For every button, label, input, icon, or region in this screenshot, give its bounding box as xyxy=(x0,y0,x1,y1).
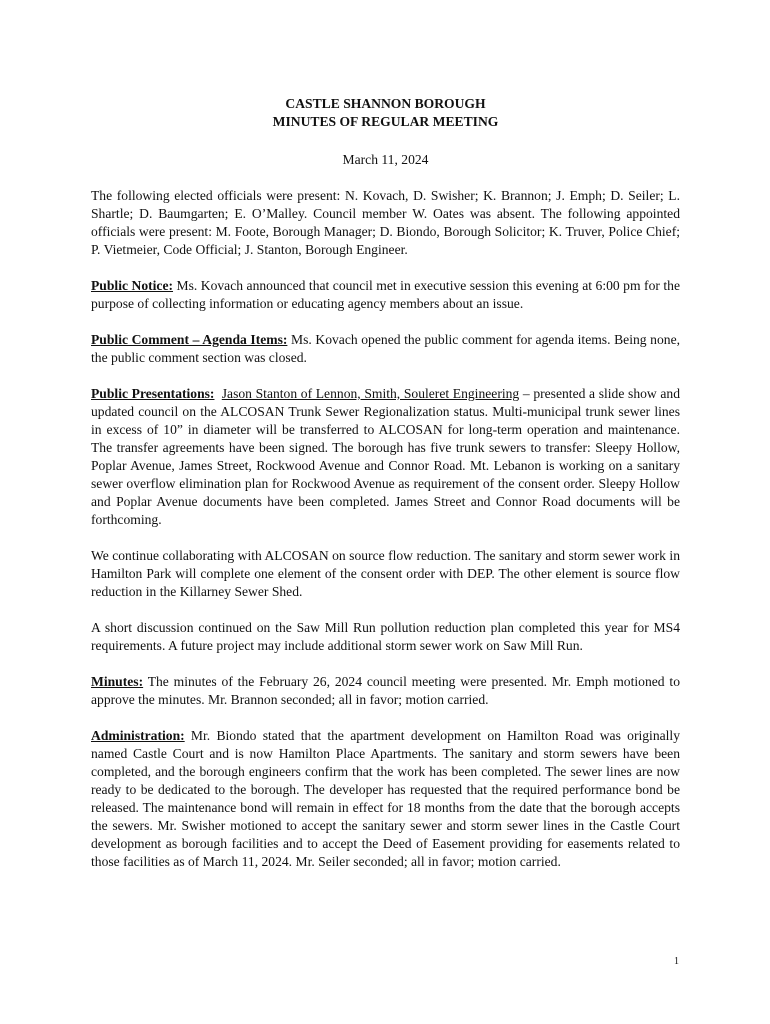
administration-heading: Administration: xyxy=(91,728,185,743)
public-notice-paragraph xyxy=(91,277,680,313)
public-comment-paragraph xyxy=(91,331,680,367)
public-comment-heading: Public Comment – Agenda Items: xyxy=(91,332,288,347)
saw-mill-paragraph: A short discussion continued on the Saw Mill Run pollution reduction plan completed this year for MS4 requirements. A future project may include additional storm sewer work on Saw Mill Run. xyxy=(91,620,680,653)
public-comment-text: Ms. Kovach opened the public comment for agenda items. Being none, the public comment section was closed. xyxy=(91,332,680,365)
meeting-title: MINUTES OF REGULAR MEETING xyxy=(272,114,499,129)
meeting-date: March 11, 2024 xyxy=(342,152,429,167)
public-presentations-heading: Public Presentations: xyxy=(91,386,215,401)
attendance-paragraph: The following elected officials were present: N. Kovach, D. Swisher; K. Brannon; J. Emph; D. Seiler; L. Shartle; D. Baumgarten; E. O’Malley. Council member W. Oates was absent. The following appointed officials were present: M. Foote, Borough Manager; D. Biondo, Borough Solicitor; K. Truver, Police Chief; P. Vietmeier, Code Official; J. Stanton, Borough Engineer. xyxy=(91,188,680,257)
borough-title: CASTLE SHANNON BOROUGH xyxy=(285,96,486,111)
alcosan-paragraph: We continue collaborating with ALCOSAN on source flow reduction. The sanitary and storm sewer work in Hamilton Park will complete one element of the consent order with DEP. The other element is source flow reduction in the Killarney Sewer Shed. xyxy=(91,548,680,599)
document-body xyxy=(91,95,680,871)
public-notice-heading: Public Notice: xyxy=(91,278,174,293)
minutes-text: The minutes of the February 26, 2024 council meeting were presented. Mr. Emph motioned to approve the minutes. Mr. Brannon seconded; all in favor; motion carried. xyxy=(91,674,680,707)
administration-text: Mr. Biondo stated that the apartment development on Hamilton Road was originally named Castle Court and is now Hamilton Place Apartments. The sanitary and storm sewers have been completed, and the borough engineers confirm that the work has been completed. The sewer lines are now ready to be dedicated to the borough. The developer has requested that the required performance bond be released. The maintenance bond will remain in effect for 18 months from the date that the borough accepts the sewers. Mr. Swisher motioned to accept the sanitary sewer and storm sewer lines in the Castle Court development as borough facilities and to accept the Deed of Easement providing for easements related to those facilities as of March 11, 2024. Mr. Seiler seconded; all in favor; motion carried. xyxy=(91,728,680,869)
minutes-heading: Minutes: xyxy=(91,674,144,689)
page-number: 1 xyxy=(674,956,679,967)
presenter-name: Jason Stanton of Lennon, Smith, Souleret Engineering xyxy=(221,386,520,401)
public-presentations-paragraph xyxy=(91,385,680,529)
public-notice-text: Ms. Kovach announced that council met in executive session this evening at 6:00 pm for the purpose of collecting information or educating agency members about an issue. xyxy=(91,278,680,311)
minutes-paragraph xyxy=(91,673,680,709)
public-presentations-text: – presented a slide show and updated council on the ALCOSAN Trunk Sewer Regionalization status. Multi-municipal trunk sewer lines in excess of 10” in diameter will be transferred to ALCOSAN for long-term operation and maintenance. The transfer agreements have been signed. The borough has five trunk sewers to transfer: Sleepy Hollow, Poplar Avenue, James Street, Rockwood Avenue and Connor Road. Mt. Lebanon is working on a sanitary sewer overflow elimination plan for Rockwood Avenue as requirement of the consent order. Sleepy Hollow and Poplar Avenue documents have been completed. James Street and Connor Road documents will be forthcoming. xyxy=(91,386,680,527)
administration-paragraph xyxy=(91,727,680,871)
